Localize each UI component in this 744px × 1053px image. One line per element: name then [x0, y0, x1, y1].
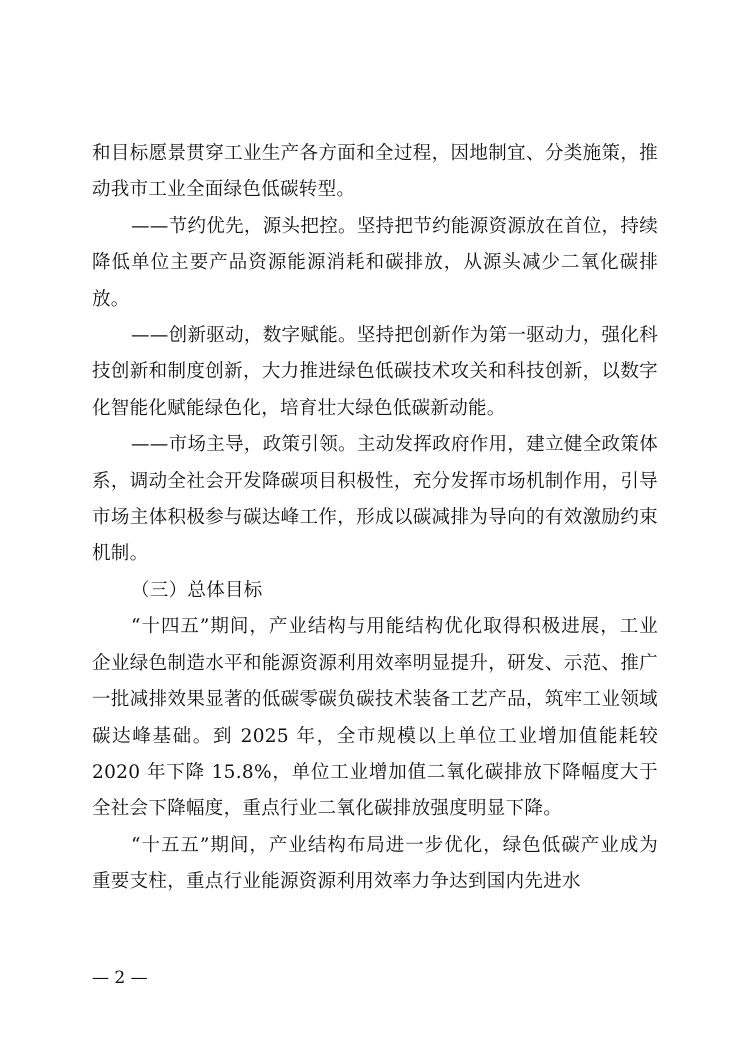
document-body: [92, 136, 658, 901]
page-number: — 2 —: [92, 968, 148, 988]
paragraph-conservation-priority: ——节约优先，源头把控。坚持把节约能源资源放在首位，持续降低单位主要产品资源能源消耗和碳排放，从源头减少二氧化碳排放。: [92, 215, 658, 310]
paragraph-innovation-driven: ——创新驱动，数字赋能。坚持把创新作为第一驱动力，强化科技创新和制度创新，大力推进绿色低碳技术攻关和科技创新，以数字化智能化赋能绿色化，培育壮大绿色低碳新动能。: [92, 325, 658, 419]
paragraph-market-led: ——市场主导，政策引领。主动发挥政府作用，建立健全政策体系，调动全社会开发降碳项目积极性，充分发挥市场机制作用，引导市场主体积极参与碳达峰工作，形成以碳减排为导向的有效激励约束机制。: [92, 434, 658, 565]
paragraph-15th-five-year: “十五五”期间，产业结构布局进一步优化，绿色低碳产业成为重要支柱，重点行业能源资源利用效率力争达到国内先进水: [92, 834, 658, 893]
paragraph-14th-five-year: “十四五”期间，产业结构与用能结构优化取得积极进展，工业企业绿色制造水平和能源资源利用效率明显提升，研发、示范、推广一批减排效果显著的低碳零碳负碳技术装备工艺产品，筑牢工业领域碳达峰基础。到 2025 年，全市规模以上单位工业增加值能耗较 2020 年下降 15.8%，单位工业增加值二氧化碳排放下降幅度大于全社会下降幅度，重点行业二氧化碳排放强度明显下降。: [92, 616, 658, 820]
paragraph-continuation: 和目标愿景贯穿工业生产各方面和全过程，因地制宜、分类施策，推动我市工业全面绿色低碳转型。: [92, 143, 658, 201]
section-heading-overall-goals: （三）总体目标: [131, 579, 263, 601]
